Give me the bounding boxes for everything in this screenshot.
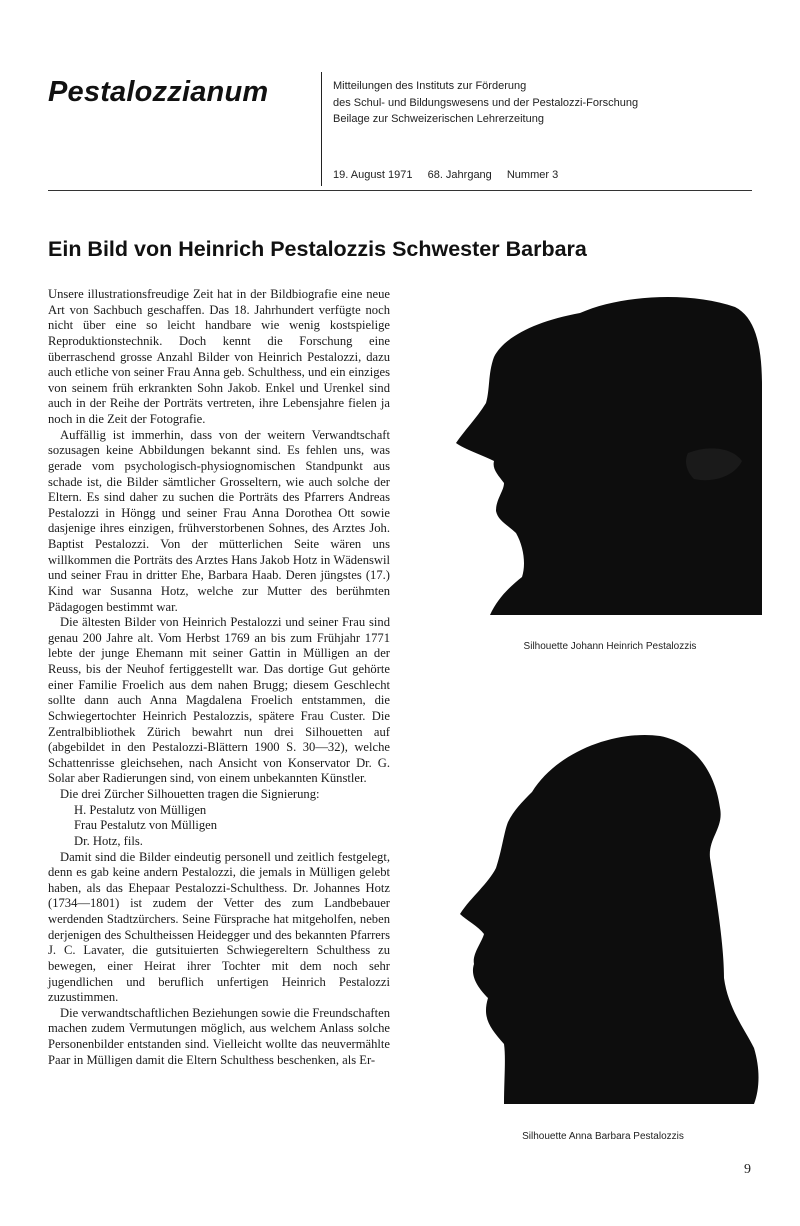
info-line: Beilage zur Schweizerischen Lehrerzeitung	[333, 113, 544, 125]
paragraph: Die ältesten Bilder von Heinrich Pestalozzi und seiner Frau sind genau 200 Jahre alt. Vom Herbst 1769 an bis zum Frühjahr 1771 lebte der junge Ehemann mit seiner Gattin in Mülligen an der Reuss, bis der Neuhof fertiggestellt war. Das dortige Gut gehörte einer Familie Froelich aus dem nahen Brugg; diesem Geschlecht sollte dann auch Anna Magdalena Froelich entstammen, die Schwiegertochter Heinrich Pestalozzis, spätere Frau Custer. Die Zentralbibliothek Zürich bewahrt nun drei Silhouetten auf (abgebildet in den Pestalozzi-Blättern 1900 S. 30—32), welche Schattenrisse gleichsehen, nach Ansicht von Konservator Dr. G. Solar aber Radierungen sind, von einem unbekannten Künstler.	[48, 615, 390, 786]
signature-line: Dr. Hotz, fils.	[74, 833, 143, 848]
issue-date: 19. August 1971	[333, 169, 413, 181]
issue-number: Nummer 3	[506, 169, 559, 181]
paragraph: Auffällig ist immerhin, dass von der weitern Verwandtschaft sozusagen keine Abbildungen bekannt sind. Es fehlen uns, was gerade vom psychologisch-physiognomischen Standpunkt aus schade ist, die Bilder sämtlicher Grosseltern, wie auch solche der Eltern. Es sind daher zu suchen die Porträts des Pfarrers Andreas Pestalozzi in Höngg und seiner Frau Anna Dorothea Ott sowie dasjenige ihres einzigen, frühverstorbenen Sohnes, des Arztes Joh. Baptist Pestalozzi. Von der mütterlichen Seite wären uns willkommen die Porträts des Arztes Hans Jakob Hotz in Wädenswil und seiner Frau in dritter Ehe, Barbara Haab. Deren jüngstes (17.) Kind war Susanna Hotz, welche zur Mutter des berühmten Pädagogen bestimmt war.	[48, 427, 390, 614]
header-divider	[321, 72, 322, 186]
signature-line: Frau Pestalutz von Mülligen	[74, 818, 218, 833]
header-rule	[48, 190, 752, 191]
paragraph: Damit sind die Bilder eindeutig personell und zeitlich festgelegt, denn es gab keine andern Pestalozzi, die jemals in Mülligen gelebt haben, als das Ehepaar Pestalozzi-Schulthess. Dr. Johannes Hotz (1734—1801) ist zudem der Vetter des zum Landbebauer werdenden Stadtzürchers. Seine Fürsprache hat mitgeholfen, neben derjenigen des Schultheissen Heidegger und des bekannten Pfarrers J. C. Lavater, die gutsituierten Schwiegereltern Schulthess zu bewegen, einer Heirat ihrer Tochter mit dem noch sehr jugendlichen und beruflich unfertigen Heinrich Pestalozzi zuzustimmen.	[48, 849, 390, 1005]
page-number: 9	[744, 1162, 751, 1177]
info-line: Mitteilungen des Instituts zur Förderung	[333, 80, 527, 92]
article-title: Ein Bild von Heinrich Pestalozzis Schwester Barbara	[48, 237, 587, 261]
info-line: des Schul- und Bildungswesens und der Pestalozzi-Forschung	[333, 96, 639, 109]
article-body	[48, 287, 390, 1068]
paragraph: Die drei Zürcher Silhouetten tragen die Signierung:	[60, 787, 320, 801]
caption-johann-heinrich: Silhouette Johann Heinrich Pestalozzis	[523, 641, 697, 652]
silhouette-johann-heinrich	[450, 285, 770, 625]
signature-line: H. Pestalutz von Mülligen	[74, 802, 207, 817]
issue-line	[333, 169, 570, 181]
publication-info	[333, 78, 638, 128]
paragraph: Die verwandtschaftlichen Beziehungen sowie die Freundschaften machen zudem Vermutungen möglich, aus welchem Anlass solche Personenbilder entstanden sind. Vielleicht wollte das neuvermählte Paar in Mülligen damit die Eltern Schulthess beschenken, als Er-	[48, 1005, 390, 1067]
caption-anna-barbara: Silhouette Anna Barbara Pestalozzis	[522, 1131, 684, 1142]
paragraph: Unsere illustrationsfreudige Zeit hat in der Bildbiografie eine neue Art von Sachbuch geschaffen. Das 18. Jahrhundert verfügte noch nicht über eine so leicht handbare wie wenig kostspielige Reproduktionstechnik. Doch kennt die Forschung eine überraschend grosse Anzahl Bilder von Heinrich Pestalozzi, dazu auch etliche von seiner Frau Anna geb. Schulthess, und ein einziges von seinem früh erkrankten Sohn Jakob. Enkel und Urenkel sind auch in der Reihe der Porträts vertreten, ihre Lebensjahre fielen ja noch in die Zeit der Fotografie.	[48, 287, 390, 426]
silhouette-anna-barbara	[448, 728, 768, 1128]
issue-volume: 68. Jahrgang	[427, 169, 492, 181]
masthead-title: Pestalozzianum	[48, 76, 269, 108]
